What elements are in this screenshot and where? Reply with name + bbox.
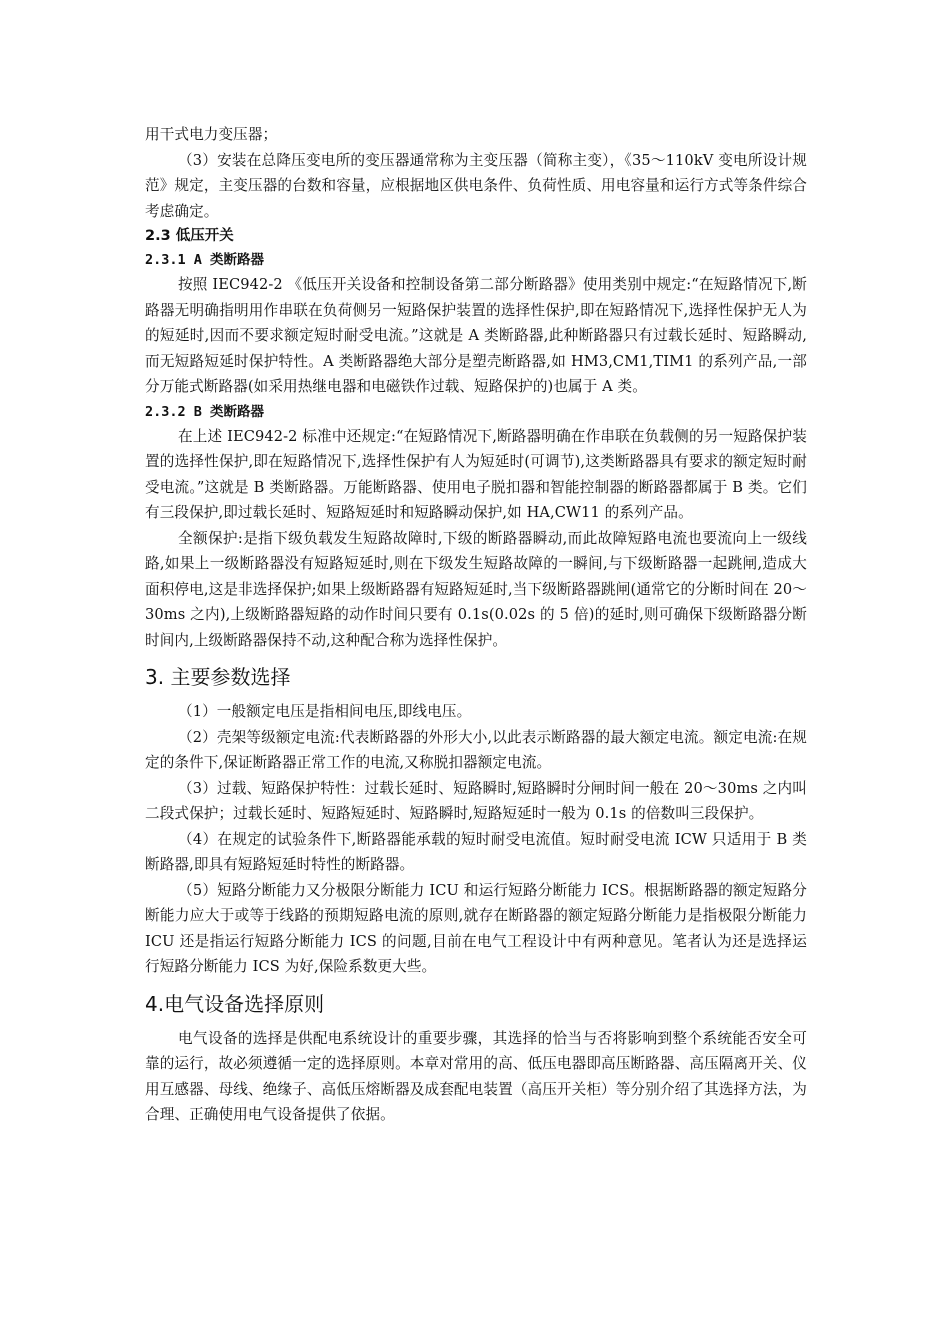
b-class-paragraph: 在上述 IEC942-2 标准中还规定:“在短路情况下,断路器明确在作串联在负载侧的另一短路保护装置的选择性保护,即在短路情况下,选择性保护有人为短延时(可调节),这类断路器具有要求的额定短时耐受电流。”这就是 B 类断路器。万能断路器、使用电子脱扣器和智能控制器的断路器都属于 B 类。它们有三段保护,即过载长延时、短路短延时和短路瞬动保护,如 HA,CW11 的系列产品。 <box>145 427 807 521</box>
parameter-item-1: （1）一般额定电压是指相间电压,即线电压。 <box>178 703 472 720</box>
parameter-list <box>145 699 807 980</box>
equipment-selection-paragraph: 电气设备的选择是供配电系统设计的重要步骤，其选择的恰当与否将影响到整个系统能否安全可靠的运行，故必须遵循一定的选择原则。本章对常用的高、低压电器即高压断路器、高压隔离开关、仪用互感器、母线、绝缘子、高低压熔断器及成套配电装置（高压开关柜）等分别介绍了其选择方法，为合理、正确使用电气设备提供了依据。 <box>145 1029 807 1123</box>
parameter-item-3: （3）过载、短路保护特性：过载长延时、短路瞬时,短路瞬时分闸时间一般在 20～30ms 之内叫二段式保护；过载长延时、短路短延时、短路瞬时,短路短延时一般为 0.1s 的倍数叫三段保护。 <box>145 779 807 822</box>
a-class-paragraph: 按照 IEC942-2 《低压开关设备和控制设备第二部分断路器》使用类别中规定:“在短路情况下,断路器无明确指明用作串联在负荷侧另一短路保护装置的选择性保护,即在短路情况下,选择性保护无人为的短延时,因而不要求额定短时耐受电流。”这就是 A 类断路器,此种断路器只有过载长延时、短路瞬动,而无短路短延时保护特性。A 类断路器绝大部分是塑壳断路器,如 HM3,CM1,TIM1 的系列产品,一部分万能式断路器(如采用热继电器和电磁铁作过载、短路保护的)也属于 A 类。 <box>145 276 807 395</box>
section-3-heading: 3. 主要参数选择 <box>145 665 291 689</box>
section-2-3-1-heading: 2.3.1 A 类断路器 <box>145 252 265 268</box>
item3-transformer-paragraph: （3）安装在总降压变电所的变压器通常称为主变压器（简称主变），《35～110kV 变电所设计规范》规定，主变压器的台数和容量，应根据地区供电条件、负荷性质、用电容量和运行方式等条件综合考虑确定。 <box>145 151 807 220</box>
section-2-3-2-heading: 2.3.2 B 类断路器 <box>145 403 265 420</box>
intro-line: 用干式电力变压器； <box>145 126 278 143</box>
section-4-heading: 4.电气设备选择原则 <box>145 991 325 1016</box>
parameter-item-5: （5）短路分断能力又分极限分断能力 ICU 和运行短路分断能力 ICS。根据断路器的额定短路分断能力应大于或等于线路的预期短路电流的原则,就存在断路器的额定短路分断能力是指极限分断能力 ICU 还是指运行短路分断能力 ICS 的问题,目前在电气工程设计中有两种意见。笔者认为还是选择运行短路分断能力 ICS 为好,保险系数更大些。 <box>145 881 807 975</box>
full-protection-paragraph: 全额保护:是指下级负载发生短路故障时,下级的断路器瞬动,而此故障短路电流也要流向上一级线路,如果上一级断路器没有短路短延时,则在下级发生短路故障的一瞬间,与下级断路器一起跳闸,造成大面积停电,这是非选择保护;如果上级断路器有短路短延时,当下级断路器跳闸(通常它的分断时间在 20～30ms 之内),上级断路器短路的动作时间只要有 0.1s(0.02s 的 5 倍)的延时,则可确保下级断路器分断时间内,上级断路器保持不动,这种配合称为选择性保护。 <box>145 529 807 649</box>
parameter-item-2: （2）壳架等级额定电流:代表断路器的外形大小,以此表示断路器的最大额定电流。额定电流:在规定的条件下,保证断路器正常工作的电流,又称脱扣器额定电流。 <box>145 728 807 771</box>
section-2-3-heading: 2.3 低压开关 <box>145 228 234 244</box>
document-body <box>145 122 807 1128</box>
parameter-item-4: （4）在规定的试验条件下,断路器能承载的短时耐受电流值。短时耐受电流 ICW 只适用于 B 类断路器,即具有短路短延时特性的断路器。 <box>145 830 807 873</box>
